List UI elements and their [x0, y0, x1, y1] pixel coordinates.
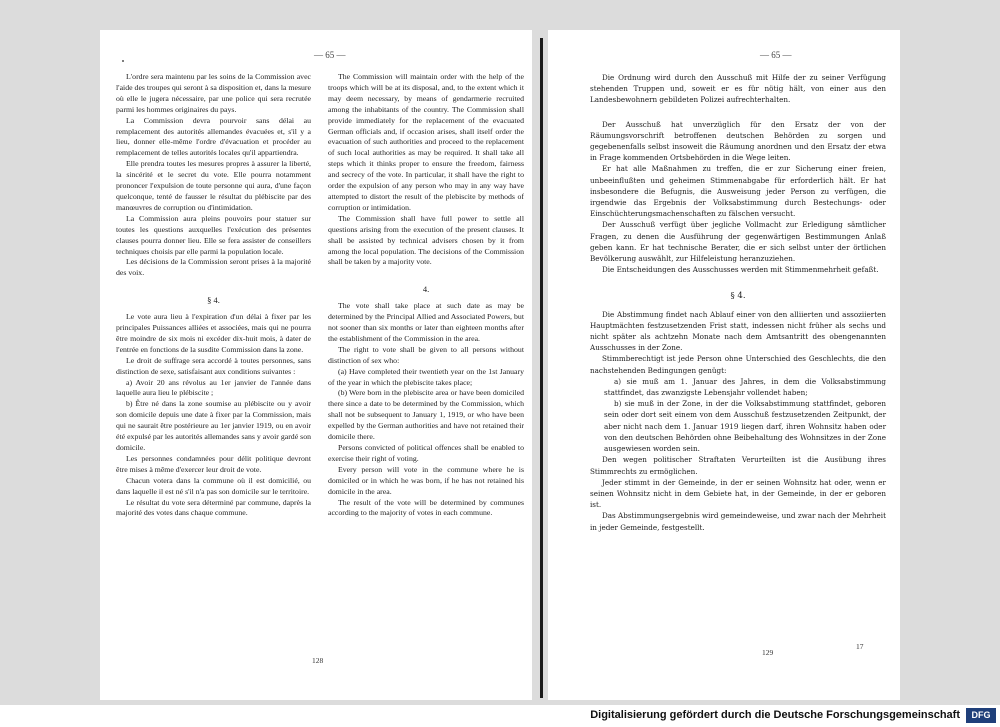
- paragraph: Die Abstimmung findet nach Ablauf einer von den alliierten und assoziierten Hauptmächten festzusetzenden Frist statt, indessen nicht früher als sechs und nicht später als achtzehn Monate nach dem Amtsantritt des obengenannten Ausschusses in der Zone.: [590, 309, 886, 353]
- left-page: [100, 30, 532, 700]
- condition-list: [116, 378, 311, 454]
- paragraph: La Commission devra pourvoir sans délai au remplacement des autorités allemandes évacuées et, s'il y a lieu, donner elle-même l'ordre d'évacuation et procéder au remplacement de telles autorités locales qu'il appartiendra.: [116, 115, 311, 158]
- dfg-logo: DFG: [966, 708, 996, 723]
- page-number: 129: [762, 648, 774, 657]
- paragraph: Le vote aura lieu à l'expiration d'un délai à fixer par les principales Puissances alliées et associées, mais qui ne pourra être moindre de six mois ni excéder dix-huit mois, à dater de l'entrée en fonctions de la susdite Commission dans la zone.: [116, 312, 311, 354]
- paragraph: Elle prendra toutes les mesures propres à assurer la liberté, la sincérité et le secret du vote. Elle pourra notamment prononcer l'expulsion de toute personne qui aura, d'une façon quelconque, tenté de fausser le résultat du plébiscite par des manœuvres de corruption ou d'intimidation.: [116, 159, 311, 212]
- list-item: b) Être né dans la zone soumise au plébiscite ou y avoir son domicile depuis une date à fixer par la Commission, mais qui ne saurait être postérieure au 1er janvier 1919, ou en avoir été expulsé par les autorités allemandes sans y avoir gardé son domicile.: [116, 399, 311, 452]
- german-column: [590, 72, 886, 533]
- list-item: (b) Were born in the plebiscite area or have been domiciled there since a date to be determined by the Commission, which shall not be subsequent to January 1, 1919, or who have been expelled by the German authorities and have not retained their domicile there.: [328, 388, 524, 442]
- paragraph: Le droit de suffrage sera accordé à toutes personnes, sans distinction de sexe, satisfaisant aux conditions suivantes :: [116, 355, 311, 376]
- list-item: b) sie muß in der Zone, in der die Volksabstimmung stattfindet, geboren sein oder dort seit einem von dem Ausschuß festzusetzenden Zeitpunkt, der aber nicht nach dem 1. Januar 1919 liegen darf, ihren Wohnsitz haben oder von den deutschen Behörden ohne Beibehaltung des Wohnsitzes in der Zone ausgewiesen worden sein.: [604, 399, 886, 454]
- paragraph: The result of the vote will be determined by communes according to the majority of votes in each commune.: [328, 497, 524, 518]
- condition-list: [590, 376, 886, 454]
- french-column: [116, 72, 311, 519]
- digitization-footer: [0, 705, 1000, 727]
- english-column: [328, 72, 524, 519]
- section-heading: § 4.: [207, 295, 220, 306]
- paragraph: Der Ausschuß verfügt über jegliche Vollmacht zur Erledigung sämtlicher Fragen, zu denen die Ausführung der gegenwärtigen Bestimmungen Anlaß geben kann. Er hat technische Berater, die er sich selbst unter der örtlichen Bevölkerung auswählt, zur Hilfeleistung heranzuziehen.: [590, 220, 886, 264]
- paragraph: Le résultat du vote sera déterminé par commune, daprès la majorité des votes dans chaque commune.: [116, 497, 311, 518]
- paragraph: Den wegen politischer Straftaten Verurteilten ist die Ausübung ihres Stimmrechts zu ermöglichen.: [590, 455, 886, 476]
- paragraph: Persons convicted of political offences shall be enabled to exercise their right of voting.: [328, 443, 524, 463]
- sheet-number: 17: [856, 642, 864, 651]
- list-item: a) sie muß am 1. Januar des Jahres, in dem die Volksabstimmung stattfindet, das zwanzigste Lebensjahr vollendet haben;: [604, 376, 886, 398]
- paragraph: Das Abstimmungsergebnis wird gemeindeweise, und zwar nach der Mehrheit in jeder Gemeinde, festgestellt.: [590, 511, 886, 532]
- section-heading: § 4.: [730, 291, 746, 302]
- page-gutter: [540, 38, 543, 698]
- paragraph: The right to vote shall be given to all persons without distinction of sex who:: [328, 344, 524, 365]
- right-page: [548, 30, 900, 700]
- paragraph: Der Ausschuß hat unverzüglich für den Ersatz der von der Räumungsvorschrift betroffenen deutschen Behörden zu sorgen und gegebenenfalls selbst insoweit die Räumung anordnen und den Ersatz der etwa in Frage kommenden Ortsbehörden in die Wege leiten.: [590, 119, 886, 163]
- page-marker: — 65 —: [314, 50, 346, 60]
- paragraph: Les personnes condamnées pour délit politique devront être mises à même d'exercer leur droit de vote.: [116, 453, 311, 474]
- paragraph: Die Entscheidungen des Ausschusses werden mit Stimmenmehrheit gefaßt.: [602, 265, 879, 275]
- paragraph: La Commission aura pleins pouvoirs pour statuer sur toutes les questions auxquelles l'exécution des présentes clauses pourra donner lieu. Elle se fera assister de conseillers techniques choisis par elle parmi la population locale.: [116, 213, 311, 256]
- paragraph: Stimmberechtigt ist jede Person ohne Unterschied des Geschlechts, die den nachstehenden Bedingungen genügt:: [590, 354, 886, 375]
- paragraph: Jeder stimmt in der Gemeinde, in der er seinen Wohnsitz hat oder, wenn er seinen Wohnsitz nicht in dem Gebiete hat, in der Gemeinde, in der er geboren ist.: [590, 477, 886, 510]
- footer-credit: Digitalisierung gefördert durch die Deutsche Forschungsgemeinschaft: [590, 709, 960, 721]
- page-marker: — 65 —: [760, 50, 792, 60]
- paragraph: Chacun votera dans la commune où il est domicilié, ou dans laquelle il est né s'il n'a pas son domicile sur le territoire.: [116, 475, 311, 496]
- paragraph: Er hat alle Maßnahmen zu treffen, die er zur Sicherung einer freien, unbeeinflußten und geheimen Stimmenabgabe für erforderlich hält. Er hat insbesondere die Befugnis, die Ausweisung jeder Person zu verfügen, die irgendwie das Ergebnis der Volksabstimmung durch Bestechungs- oder Einschüchterungsmachenschaften zu fälschen versucht.: [590, 164, 886, 219]
- paragraph: Die Ordnung wird durch den Ausschuß mit Hilfe der zu seiner Verfügung stehenden Truppen und, soweit er es für nötig hält, von einer aus den Landesbewohnern gebildeten Polizei aufrechterhalten.: [590, 73, 886, 105]
- section-heading: 4.: [422, 284, 430, 295]
- paragraph: Les décisions de la Commission seront prises à la majorité des voix.: [116, 257, 311, 278]
- condition-list: [328, 367, 524, 443]
- paragraph: The Commission will maintain order with the help of the troops which will be at its disposal, and, to the extent which it may deem necessary, by means of gendarmerie recruited among the inhabitants of the country. The Commission shall provide immediately for the replacement of the evacuated German officials and, if occasion arises, shall itself order the evacuation of such authorities and proceed to the replacement of such local authorities as may be required. It shall take all steps which it thinks proper to ensure the freedom, fairness and secrecy of the vote. In particular, it shall have the right to order the expulsion of any person who may in any way have attempted to distort the result of the plebiscite by methods of corruption or intimidation.: [328, 72, 524, 212]
- list-item: a) Avoir 20 ans révolus au 1er janvier de l'année dans laquelle aura lieu le plébiscite ;: [116, 377, 311, 398]
- paragraph: The Commission shall have full power to settle all questions arising from the execution of the present clauses. It shall be assisted by technical advisers chosen by it from among the local population. The decisions of the Commission shall be taken by a majority vote.: [328, 213, 524, 267]
- paragraph: Every person will vote in the commune where he is domiciled or in which he was born, if he has not retained his domicile in the area.: [328, 464, 524, 496]
- paragraph: L'ordre sera maintenu par les soins de la Commission avec l'aide des troupes qui seront à sa disposition et, dans la mesure où elle le jugera nécessaire, par une police qui sera recrutée parmi les hommes originaires du pays.: [116, 72, 311, 114]
- list-item: (a) Have completed their twentieth year on the 1st January of the year in which the plebiscite takes place;: [328, 366, 524, 387]
- scan-speck: [122, 60, 124, 62]
- paragraph: The vote shall take place at such date as may be determined by the Principal Allied and Associated Powers, but not sooner than six months or later than eighteen months after the establishment of the Commission in the area.: [328, 301, 524, 343]
- page-number: 128: [312, 656, 324, 665]
